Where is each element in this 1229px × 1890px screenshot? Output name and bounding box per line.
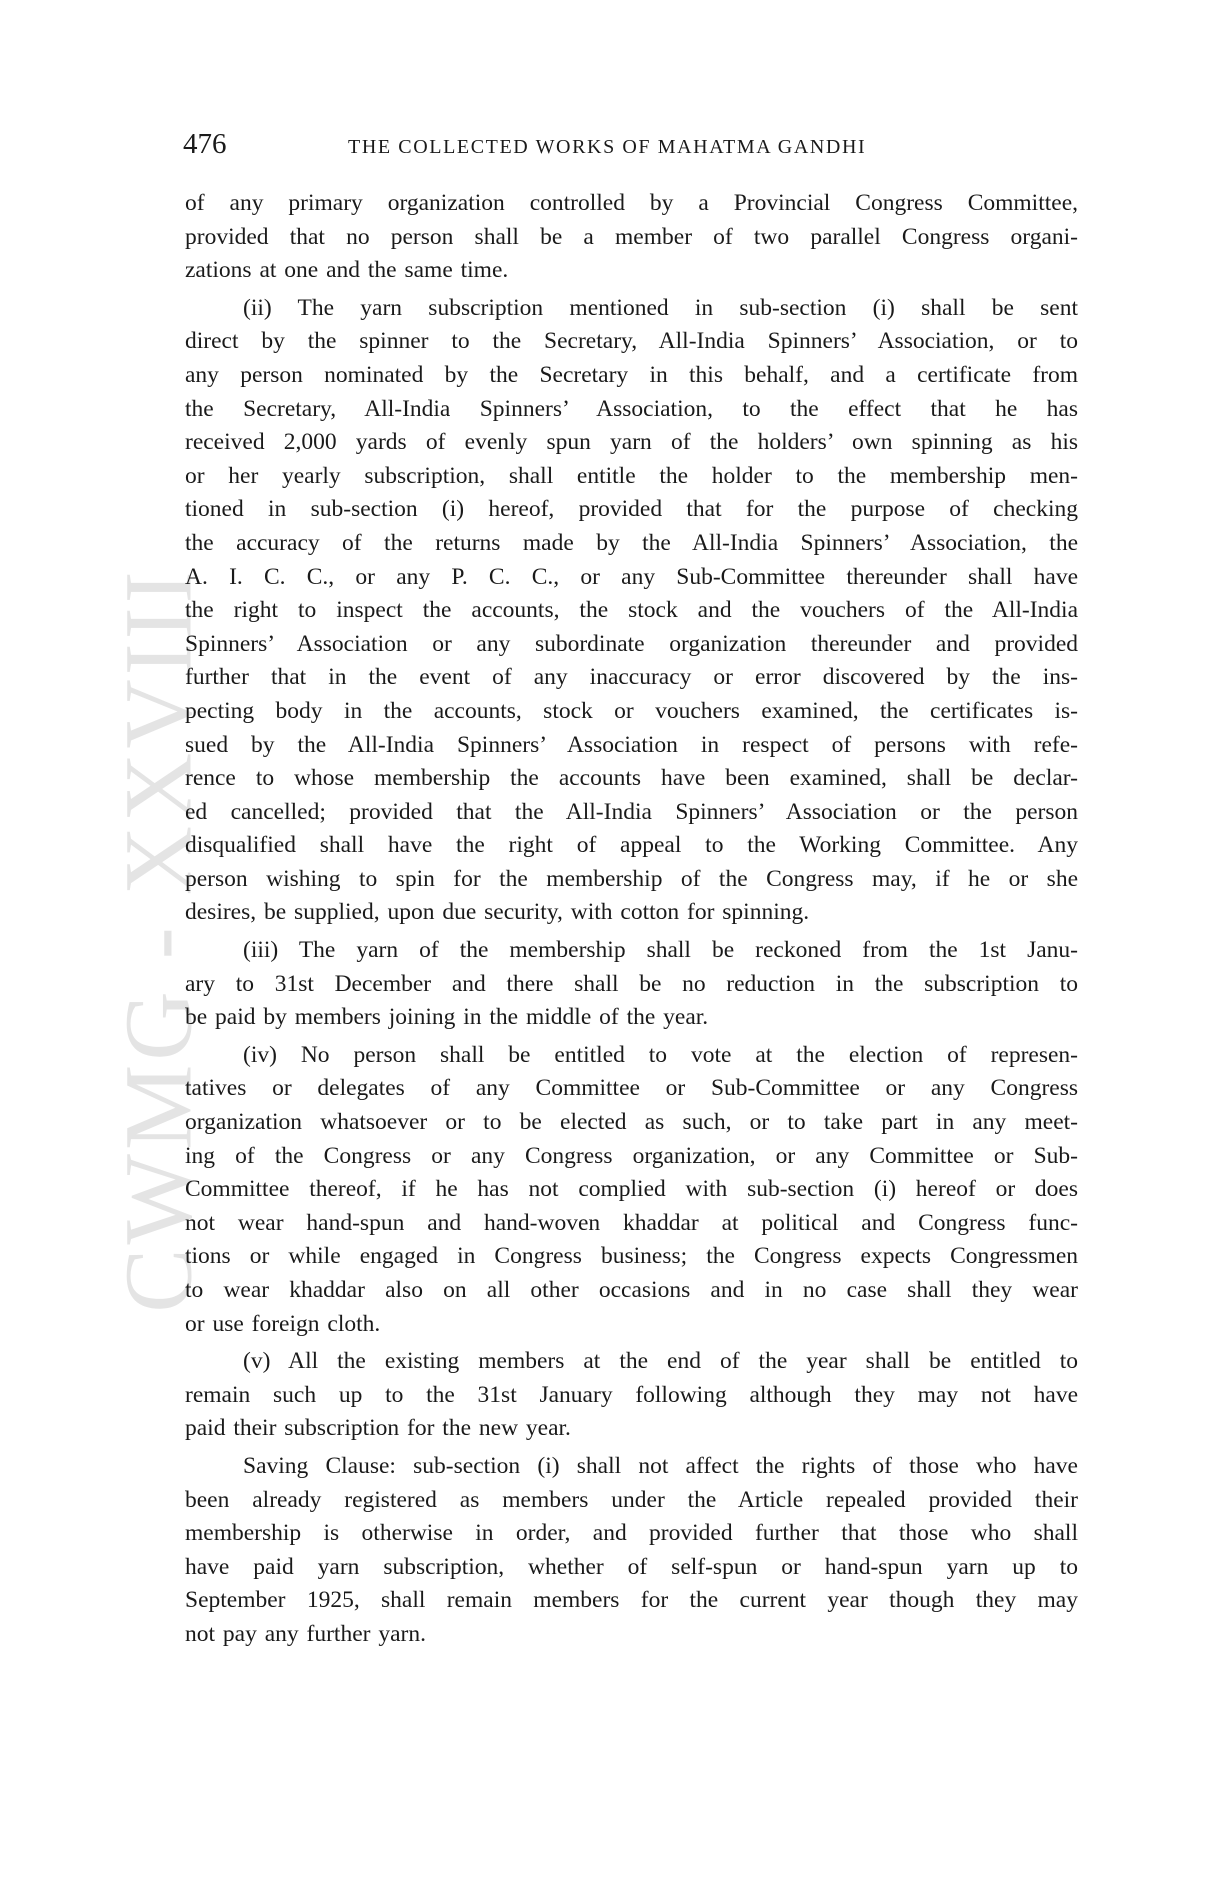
text-line: the accuracy of the returns made by the All-India Spinners’ Association, the (185, 529, 1078, 556)
text-line: person wishing to spin for the membership of the Congress may, if he or she (185, 865, 1078, 892)
text-line: paid their subscription for the new year. (185, 1415, 571, 1442)
text-line: ary to 31st December and there shall be no reduction in the subscription to (185, 970, 1078, 997)
text-line: tioned in sub-section (i) hereof, provided that for the purpose of checking (185, 496, 1078, 523)
text-line: (iv) No person shall be entitled to vote at the election of represen- (243, 1041, 1078, 1068)
running-header: THE COLLECTED WORKS OF MAHATMA GANDHI (348, 136, 867, 158)
text-line: rence to whose membership the accounts have been examined, shall be declar- (185, 765, 1078, 792)
text-line: organization whatsoever or to be elected as such, or to take part in any meet- (185, 1109, 1078, 1136)
text-line: (v) All the existing members at the end of the year shall be entitled to (243, 1348, 1078, 1375)
text-line: desires, be supplied, upon due security, with cotton for spinning. (185, 899, 810, 926)
text-line: membership is otherwise in order, and provided further that those who shall (185, 1520, 1078, 1547)
text-line: A. I. C. C., or any P. C. C., or any Sub-Committee thereunder shall have (185, 563, 1078, 590)
text-line: direct by the spinner to the Secretary, All-India Spinners’ Association, or to (185, 328, 1078, 355)
text-line: been already registered as members under the Article repealed provided their (185, 1486, 1078, 1513)
text-line: tatives or delegates of any Committee or Sub-Committee or any Congress (185, 1075, 1078, 1102)
text-line: sued by the All-India Spinners’ Association in respect of persons with refe- (185, 731, 1078, 758)
text-line: not wear hand-spun and hand-woven khaddar at political and Congress func- (185, 1209, 1078, 1236)
text-line: not pay any further yarn. (185, 1620, 426, 1647)
text-line: (ii) The yarn subscription mentioned in sub-section (i) shall be sent (243, 294, 1078, 321)
text-line: ing of the Congress or any Congress organization, or any Committee or Sub- (185, 1142, 1078, 1169)
text-line: be paid by members joining in the middle of the year. (185, 1004, 709, 1031)
text-line: September 1925, shall remain members for the current year though they may (185, 1587, 1078, 1614)
text-line: any person nominated by the Secretary in this behalf, and a certificate from (185, 361, 1078, 388)
text-line: tions or while engaged in Congress business; the Congress expects Congressmen (185, 1243, 1078, 1270)
paragraph (185, 187, 1078, 288)
paragraph (185, 1039, 1078, 1341)
text-line: pecting body in the accounts, stock or vouchers examined, the certificates is- (185, 697, 1078, 724)
text-line: disqualified shall have the right of appeal to the Working Committee. Any (185, 832, 1078, 859)
text-line: to wear khaddar also on all other occasions and in no case shall they wear (185, 1277, 1078, 1303)
paragraph (185, 1345, 1078, 1446)
text-line: remain such up to the 31st January following although they may not have (185, 1381, 1078, 1408)
page-number: 476 (183, 128, 227, 160)
paragraph (185, 934, 1078, 1035)
text-line: of any primary organization controlled by a Provincial Congress Committee, (185, 190, 1078, 216)
text-line: Spinners’ Association or any subordinate organization thereunder and provided (185, 630, 1078, 657)
text-line: ed cancelled; provided that the All-India Spinners’ Association or the person (185, 798, 1078, 825)
text-line: further that in the event of any inaccuracy or error discovered by the ins- (185, 664, 1078, 691)
text-line: or use foreign cloth. (185, 1310, 381, 1337)
text-line: received 2,000 yards of evenly spun yarn of the holders’ own spinning as his (185, 429, 1078, 456)
page-body (185, 183, 1078, 1652)
text-line: Committee thereof, if he has not complied with sub-section (i) hereof or does (185, 1176, 1078, 1203)
text-line: (iii) The yarn of the membership shall be reckoned from the 1st Janu- (243, 937, 1078, 964)
text-line: provided that no person shall be a member of two parallel Congress organi- (185, 223, 1078, 250)
text-line: the Secretary, All-India Spinners’ Association, to the effect that he has (185, 395, 1078, 422)
paragraph (185, 1450, 1078, 1652)
text-line: or her yearly subscription, shall entitle the holder to the membership men- (185, 462, 1078, 489)
text-line: zations at one and the same time. (185, 257, 509, 284)
watermark: CWMG - XXVIII (104, 567, 212, 1313)
text-line: have paid yarn subscription, whether of self-spun or hand-spun yarn up to (185, 1553, 1078, 1580)
text-line: the right to inspect the accounts, the stock and the vouchers of the All-India (185, 597, 1078, 624)
text-line: Saving Clause: sub-section (i) shall not affect the rights of those who have (243, 1452, 1078, 1479)
paragraph (185, 292, 1078, 930)
